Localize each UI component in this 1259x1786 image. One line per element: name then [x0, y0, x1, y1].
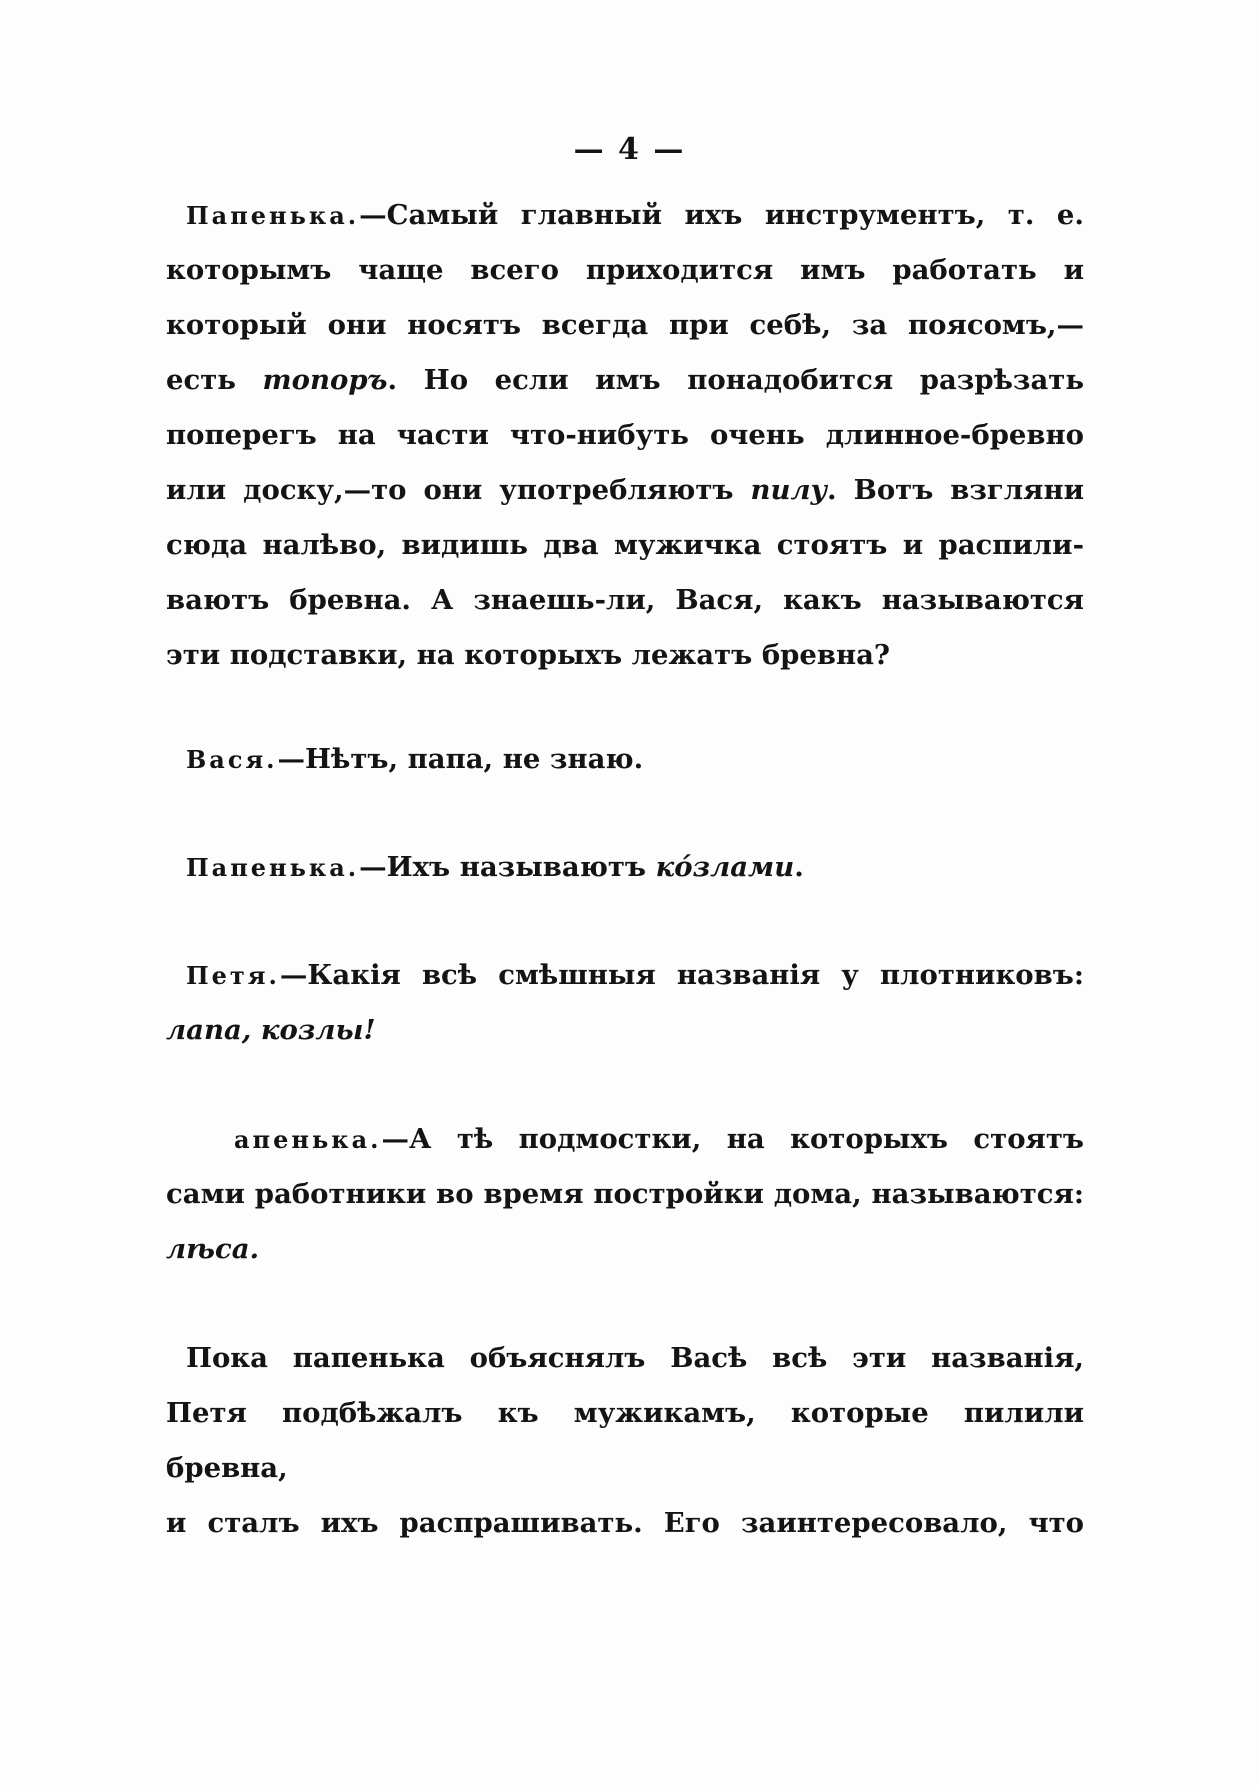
- text-line: или доску,—то они употребляютъ пилу. Вотъ взгляни: [166, 474, 1085, 506]
- text-line: поперегъ на части что-нибуть очень длинное-бревно: [166, 419, 1084, 451]
- paragraph-papenka-3: [166, 1112, 1084, 1277]
- italic-term: топоръ: [262, 364, 388, 396]
- text-line: апенька.—А тѣ подмостки, на которыхъ стоятъ: [234, 1123, 1084, 1155]
- text-line: эти подставки, на которыхъ лежатъ бревна?: [166, 639, 891, 671]
- paragraph-petya: [166, 948, 1084, 1058]
- speaker-name: Вася.: [186, 745, 278, 774]
- speaker-name: Папенька.: [186, 853, 360, 882]
- paragraph-papenka-2: [166, 840, 1084, 895]
- text-line: Петя подбѣжалъ къ мужикамъ, которые пилили бревна,: [166, 1397, 1084, 1484]
- speaker-name: апенька.: [234, 1125, 382, 1154]
- text-line: Папенька.—Самый главный ихъ инструментъ, т. е.: [186, 199, 1084, 231]
- italic-term: пилу: [750, 474, 828, 506]
- text-line: и сталъ ихъ распрашивать. Его заинтересовало, что: [166, 1507, 1084, 1539]
- italic-term: кóзлами: [655, 851, 795, 883]
- text-line: Вася.—Нѣтъ, папа, не знаю.: [186, 743, 644, 775]
- text-line: Пока папенька объяснялъ Васѣ всѣ эти названія,: [186, 1342, 1084, 1374]
- speaker-name: Папенька.: [186, 201, 360, 230]
- text-line: Папенька.—Ихъ называютъ кóзлами.: [186, 851, 804, 883]
- text-line: сами работники во время постройки дома, называются:: [166, 1178, 1084, 1210]
- text-line: ваютъ бревна. А знаешь-ли, Вася, какъ называются: [166, 584, 1084, 616]
- text-line: сюда налѣво, видишь два мужичка стоятъ и распили-: [166, 529, 1084, 561]
- paragraph-narration: [166, 1331, 1084, 1551]
- text-line: которымъ чаще всего приходится имъ работать и: [166, 254, 1084, 286]
- text-line: есть топоръ. Но если имъ понадобится разрѣзать: [166, 364, 1084, 396]
- italic-term: лѣса.: [166, 1233, 260, 1265]
- text-line: Петя.—Какія всѣ смѣшныя названія у плотниковъ:: [186, 959, 1084, 991]
- italic-term: лапа, козлы!: [166, 1014, 376, 1046]
- page-number: — 4 —: [573, 132, 686, 167]
- paragraph-papenka-1: [166, 188, 1084, 683]
- text-line: который они носятъ всегда при себѣ, за поясомъ,—: [166, 309, 1084, 341]
- speaker-name: Петя.: [186, 961, 280, 990]
- paragraph-vasya: [166, 732, 1084, 787]
